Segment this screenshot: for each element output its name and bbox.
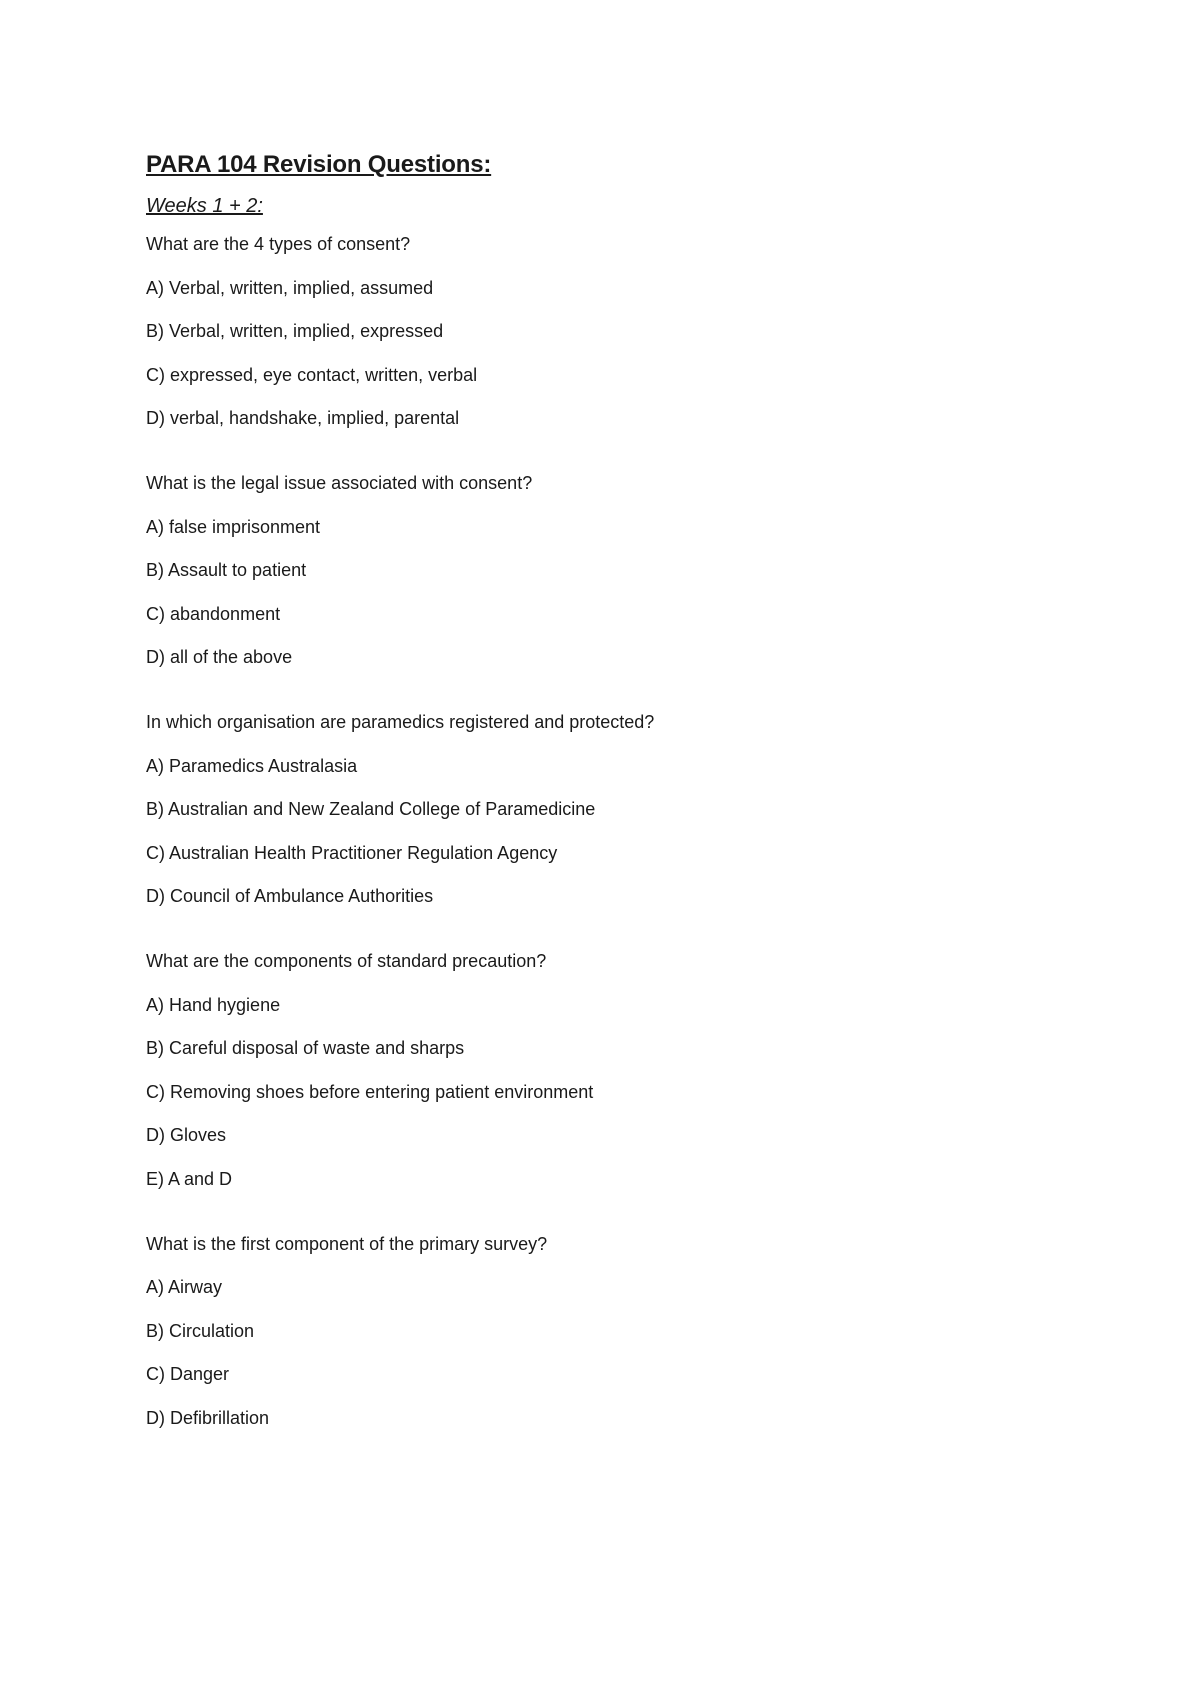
answer-option: C) Australian Health Practitioner Regulation Agency [146,842,558,863]
answer-option: D) verbal, handshake, implied, parental [146,408,460,428]
answer-option: C) Danger [146,1364,230,1384]
document-title: PARA 104 Revision Questions: [146,151,492,178]
question-block [146,711,1106,907]
question-text: What is the legal issue associated with consent? [146,473,533,493]
question-text: In which organisation are paramedics registered and protected? [146,712,655,732]
answer-option: B) Careful disposal of waste and sharps [146,1038,465,1058]
answer-option: B) Circulation [146,1320,255,1341]
question-text: What are the 4 types of consent? [146,234,411,254]
answer-option: A) Verbal, written, implied, assumed [146,277,434,298]
question-text: What is the first component of the primary survey? [146,1233,548,1254]
answer-option: D) Defibrillation [146,1407,270,1428]
answer-option: C) expressed, eye contact, written, verbal [146,364,478,385]
question-text: What are the components of standard precaution? [146,951,547,971]
answer-option: B) Assault to patient [146,560,307,580]
answer-option: A) Airway [146,1277,223,1297]
answer-option: C) Removing shoes before entering patient environment [146,1081,594,1102]
answer-option: E) A and D [146,1168,233,1189]
answer-option: C) abandonment [146,603,281,624]
answer-option: D) Council of Ambulance Authorities [146,886,434,906]
answer-option: D) all of the above [146,647,293,667]
question-block [146,233,1106,429]
question-block [146,1233,1106,1429]
question-block [146,472,1106,668]
answer-option: D) Gloves [146,1125,227,1145]
document-content [146,150,1106,1450]
answer-option: B) Verbal, written, implied, expressed [146,321,444,341]
answer-option: A) Paramedics Australasia [146,755,358,776]
answer-option: A) Hand hygiene [146,994,281,1015]
section-heading: Weeks 1 + 2: [146,195,263,217]
answer-option: A) false imprisonment [146,516,321,537]
answer-option: B) Australian and New Zealand College of Paramedicine [146,799,596,819]
question-block [146,950,1106,1190]
